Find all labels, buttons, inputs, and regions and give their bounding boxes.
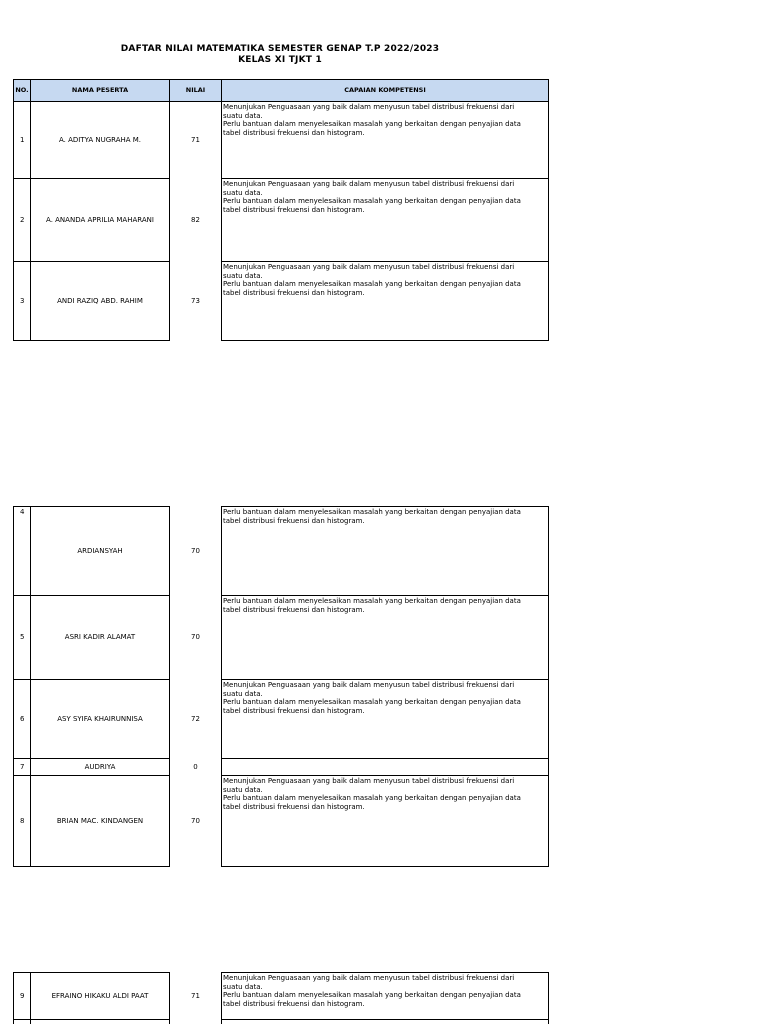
comp-mastery-line1: Menunjukan Penguasaan yang baik dalam menyusun tabel distribusi frekuensi dari xyxy=(223,681,515,689)
row-3-no: 3 xyxy=(13,261,31,341)
row-5-nama: ASRI KADIR ALAMAT xyxy=(30,595,170,680)
header-no: NO. xyxy=(13,79,31,102)
row-5-nilai: 70 xyxy=(191,633,200,641)
row-7-no: 7 xyxy=(13,758,31,776)
row-4-nilai: 70 xyxy=(191,546,200,555)
row-3-capaian xyxy=(221,261,549,341)
row-9-nama: EFRAINO HIKAKU ALDI PAAT xyxy=(30,972,170,1020)
comp-help-line2: tabel distribusi frekuensi dan histogram. xyxy=(223,206,365,215)
comp-help-line2: tabel distribusi frekuensi dan histogram. xyxy=(223,516,365,525)
header-capaian: CAPAIAN KOMPETENSI xyxy=(221,79,549,102)
comp-help-line1: Perlu bantuan dalam menyelesaikan masalah yang berkaitan dengan penyajian data xyxy=(223,597,521,605)
comp-help-line2: tabel distribusi frekuensi dan histogram. xyxy=(223,1000,365,1009)
comp-help-line1: Perlu bantuan dalam menyelesaikan masalah yang berkaitan dengan penyajian data xyxy=(223,197,521,206)
comp-help-line2: tabel distribusi frekuensi dan histogram. xyxy=(223,605,365,614)
row-3-nilai: 73 xyxy=(191,296,200,305)
row-7-nama: AUDRIYA xyxy=(30,758,170,776)
row-4-nama: ARDIANSYAH xyxy=(30,506,170,596)
row-6-nama: ASY SYIFA KHAIRUNNISA xyxy=(30,679,170,759)
comp-help-line1: Perlu bantuan dalam menyelesaikan masalah yang berkaitan dengan penyajian data xyxy=(223,794,521,803)
comp-help-line1: Perlu bantuan dalam menyelesaikan masalah yang berkaitan dengan penyajian data xyxy=(223,508,521,516)
comp-mastery-line2: suatu data. xyxy=(223,271,263,280)
comp-help-line2: tabel distribusi frekuensi dan histogram. xyxy=(223,803,365,812)
page-title: DAFTAR NILAI MATEMATIKA SEMESTER GENAP T.P 2022/2023 xyxy=(120,44,440,54)
row-2-capaian xyxy=(221,178,549,262)
comp-help-line1: Perlu bantuan dalam menyelesaikan masalah yang berkaitan dengan penyajian data xyxy=(223,698,521,707)
comp-mastery-line2: suatu data. xyxy=(223,785,263,794)
row-8-nama: BRIAN MAC. KINDANGEN xyxy=(30,775,170,867)
page-subtitle: KELAS XI TJKT 1 xyxy=(238,55,322,65)
row-9-no: 9 xyxy=(13,972,31,1020)
row-1-nama: A. ADITYA NUGRAHA M. xyxy=(30,101,170,179)
comp-mastery-line2: suatu data. xyxy=(223,188,263,197)
row-2-no: 2 xyxy=(13,178,31,262)
row-9-nilai: 71 xyxy=(191,991,200,1000)
row-5-no: 5 xyxy=(13,595,31,680)
comp-mastery-line2: suatu data. xyxy=(223,111,263,120)
comp-mastery-line2: suatu data. xyxy=(223,982,263,991)
comp-help-line2: tabel distribusi frekuensi dan histogram. xyxy=(223,289,365,298)
row-2-nilai: 82 xyxy=(191,215,200,224)
comp-mastery-line1: Menunjukan Penguasaan yang baik dalam menyusun tabel distribusi frekuensi dari xyxy=(223,180,515,188)
row-10-no-partial xyxy=(13,1019,31,1024)
row-7-capaian xyxy=(221,758,549,776)
comp-help-line1: Perlu bantuan dalam menyelesaikan masalah yang berkaitan dengan penyajian data xyxy=(223,120,521,129)
comp-mastery-line1: Menunjukan Penguasaan yang baik dalam menyusun tabel distribusi frekuensi dari xyxy=(223,777,515,785)
row-9-capaian xyxy=(221,972,549,1020)
comp-help-line1: Perlu bantuan dalam menyelesaikan masalah yang berkaitan dengan penyajian data xyxy=(223,991,521,1000)
row-4-capaian xyxy=(221,506,549,596)
comp-help-line2: tabel distribusi frekuensi dan histogram. xyxy=(223,707,365,716)
comp-help-line1: Perlu bantuan dalam menyelesaikan masalah yang berkaitan dengan penyajian data xyxy=(223,280,521,289)
row-2-nama: A. ANANDA APRILIA MAHARANI xyxy=(30,178,170,262)
row-8-no: 8 xyxy=(13,775,31,867)
comp-mastery-line1: Menunjukan Penguasaan yang baik dalam menyusun tabel distribusi frekuensi dari xyxy=(223,103,515,111)
row-7-nilai: 0 xyxy=(193,762,198,771)
row-6-capaian xyxy=(221,679,549,759)
header-nama: NAMA PESERTA xyxy=(30,79,170,102)
comp-mastery-line1: Menunjukan Penguasaan yang baik dalam menyusun tabel distribusi frekuensi dari xyxy=(223,263,515,271)
comp-help-line2: tabel distribusi frekuensi dan histogram. xyxy=(223,129,365,138)
row-6-no: 6 xyxy=(13,679,31,759)
comp-mastery-line2: suatu data. xyxy=(223,689,263,698)
row-10-capaian-partial xyxy=(221,1019,549,1024)
row-3-nama: ANDI RAZIQ ABD. RAHIM xyxy=(30,261,170,341)
row-4-no: 4 xyxy=(13,506,31,596)
row-10-nama-partial xyxy=(30,1019,170,1024)
row-8-nilai: 70 xyxy=(191,816,200,825)
row-5-capaian xyxy=(221,595,549,680)
row-6-nilai: 72 xyxy=(191,714,200,723)
row-1-capaian xyxy=(221,101,549,179)
row-1-nilai: 71 xyxy=(191,135,200,144)
row-8-capaian xyxy=(221,775,549,867)
header-nilai: NILAI xyxy=(169,79,222,102)
comp-mastery-line1: Menunjukan Penguasaan yang baik dalam menyusun tabel distribusi frekuensi dari xyxy=(223,974,515,982)
row-1-no: 1 xyxy=(13,101,31,179)
